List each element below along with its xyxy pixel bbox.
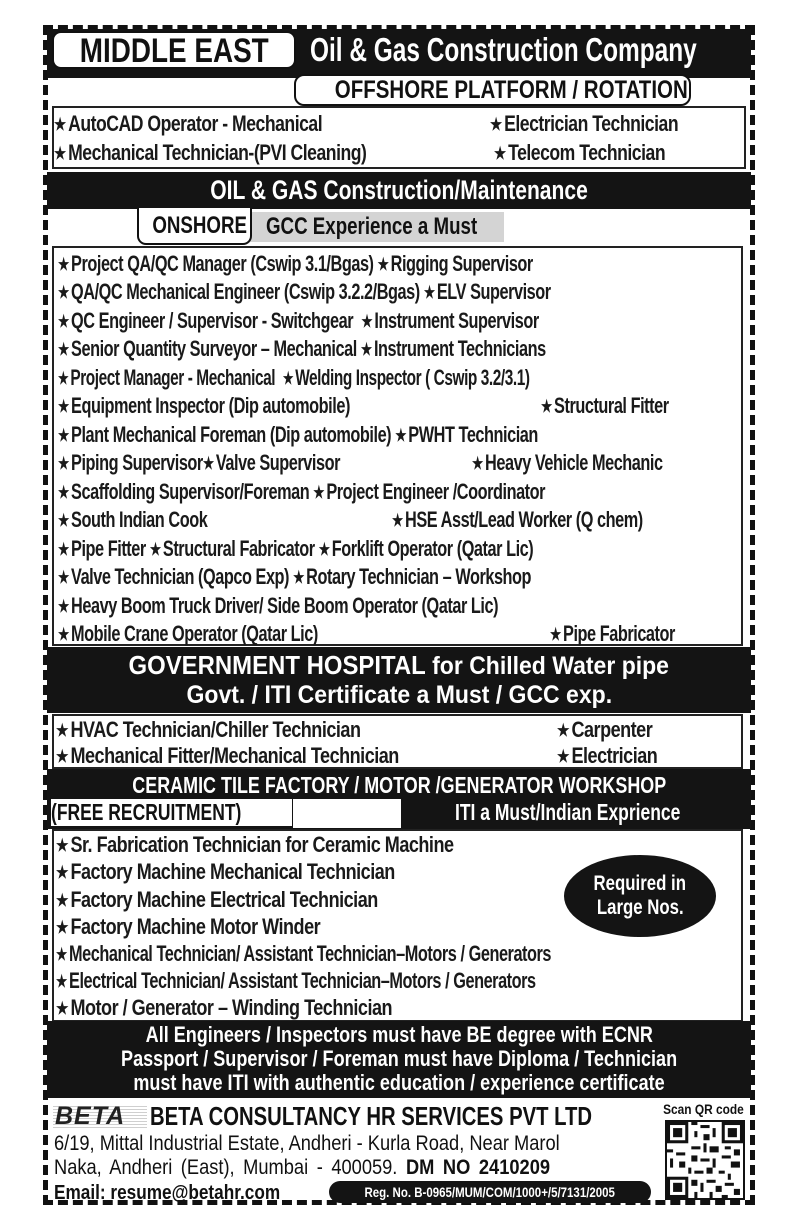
list-item: ★ Motor / Generator – Winding Technician — [56, 995, 393, 1020]
gcc-requirement: GCC Experience a Must — [266, 213, 478, 240]
hospital-jobs-box — [52, 714, 743, 769]
list-item: ★ Sr. Fabrication Technician for Ceramic Machine — [56, 832, 454, 857]
list-item: ★ Scaffolding Supervisor/Foreman ★ Project Engineer /Coordinator — [58, 479, 546, 504]
list-item: ★ Electrical Technician/ Assistant Technician–Motors / Generators — [56, 968, 536, 993]
free-recruitment-label: (FREE RECRUITMENT) — [51, 799, 292, 826]
list-item: ★ AutoCAD Operator - Mechanical — [54, 111, 323, 136]
offshore-jobs-box — [52, 106, 746, 169]
list-item: ★ South Indian Cook — [58, 507, 208, 532]
list-item: ★ Project QA/QC Manager (Cswip 3.1/Bgas) ★ Rigging Supervisor — [58, 251, 533, 276]
company-name: BETA CONSULTANCY HR SERVICES PVT LTD — [150, 1101, 593, 1131]
white-gap — [293, 799, 401, 828]
hospital-title: GOVERNMENT HOSPITAL for Chilled Water pipe — [128, 650, 670, 680]
list-item: ★ Factory Machine Mechanical Technician — [56, 859, 395, 884]
qr-code-icon — [667, 1122, 743, 1198]
hospital-band — [47, 647, 751, 713]
list-item: ★ Senior Quantity Surveyor – Mechanical ★ Instrument Technicians — [58, 336, 546, 361]
required-large-nos-badge: Required in Large Nos. — [566, 857, 714, 935]
address-line-2: Naka, Andheri (East), Mumbai - 400059. DM NO 2410209 — [54, 1156, 551, 1179]
list-item: ★ Plant Mechanical Foreman (Dip automobile) ★ PWHT Technician — [58, 422, 538, 447]
list-item: ★ QA/QC Mechanical Engineer (Cswip 3.2.2/Bgas) ★ ELV Supervisor — [58, 279, 551, 304]
email-link[interactable]: Email: resume@betahr.com — [54, 1182, 281, 1204]
list-item: ★ Carpenter — [557, 717, 653, 742]
list-item: ★ Factory Machine Motor Winder — [56, 914, 321, 939]
list-item: ★ Pipe Fitter ★ Structural Fabricator ★ Forklift Operator (Qatar Lic) — [58, 536, 534, 561]
list-item: ★ Electrician — [557, 743, 658, 768]
address-line-1: 6/19, Mittal Industrial Estate, Andheri - Kurla Road, Near Marol — [54, 1132, 560, 1155]
list-item: ★ Valve Technician (Qapco Exp) ★ Rotary Technician – Workshop — [58, 564, 532, 589]
list-item: ★ Mobile Crane Operator (Qatar Lic) — [58, 621, 318, 646]
list-item: ★ Piping Supervisor★ Valve Supervisor — [58, 450, 340, 475]
list-item: ★ HSE Asst/Lead Worker (Q chem) — [392, 507, 643, 532]
list-item: ★ Mechanical Technician/ Assistant Technician–Motors / Generators — [56, 941, 552, 966]
list-item: ★ QC Engineer / Supervisor - Switchgear ★ Instrument Supervisor — [58, 308, 539, 333]
list-item: ★ Pipe Fabricator — [550, 621, 675, 646]
qr-label: Scan QR code — [662, 1101, 744, 1117]
list-item: ★ Mechanical Fitter/Mechanical Technician — [56, 743, 399, 768]
list-item: ★ Telecom Technician — [494, 140, 666, 165]
offshore-pill: OFFSHORE PLATFORM / ROTATION — [294, 74, 691, 106]
list-item: ★ Equipment Inspector (Dip automobile) — [58, 393, 350, 418]
region-pill — [52, 31, 296, 69]
beta-logo: BETA — [53, 1104, 147, 1128]
list-item: ★ HVAC Technician/Chiller Technician — [56, 717, 361, 742]
onshore-jobs-box — [52, 246, 743, 646]
hospital-requirement: Govt. / ITI Certificate a Must / GCC exp. — [186, 681, 612, 709]
list-item: ★ Mechanical Technician-(PVI Cleaning) — [54, 140, 367, 165]
list-item: ★ Heavy Vehicle Mechanic — [472, 450, 663, 475]
list-item: ★ Electrician Technician — [490, 111, 679, 136]
ceramic-requirement: ITI a Must/Indian Exprience — [455, 799, 681, 825]
company-type-title: Oil & Gas Construction Company — [310, 31, 697, 68]
requirements-note-band: All Engineers / Inspectors must have BE degree with ECNR Passport / Supervisor / Foreman must have Diploma / Technician must have ITI with authentic education / experience certificate — [47, 1021, 751, 1098]
ceramic-title: CERAMIC TILE FACTORY / MOTOR /GENERATOR WORKSHOP — [132, 772, 666, 798]
region-label: MIDDLE EAST — [79, 32, 269, 70]
qr-code[interactable] — [665, 1120, 745, 1200]
registration-badge: Reg. No. B-0965/MUM/COM/1000+/5/7131/2005 — [329, 1181, 651, 1203]
construction-band: OIL & GAS Construction/Maintenance — [47, 172, 751, 209]
list-item: ★ Factory Machine Electrical Technician — [56, 887, 378, 912]
onshore-pill: ONSHORE — [137, 208, 252, 245]
list-item: ★ Structural Fitter — [541, 393, 669, 418]
list-item: ★Project Manager - Mechanical ★Welding Inspector ( Cswip 3.2/3.1) — [58, 365, 530, 390]
list-item: ★ Heavy Boom Truck Driver/ Side Boom Operator (Qatar Lic) — [58, 593, 499, 618]
